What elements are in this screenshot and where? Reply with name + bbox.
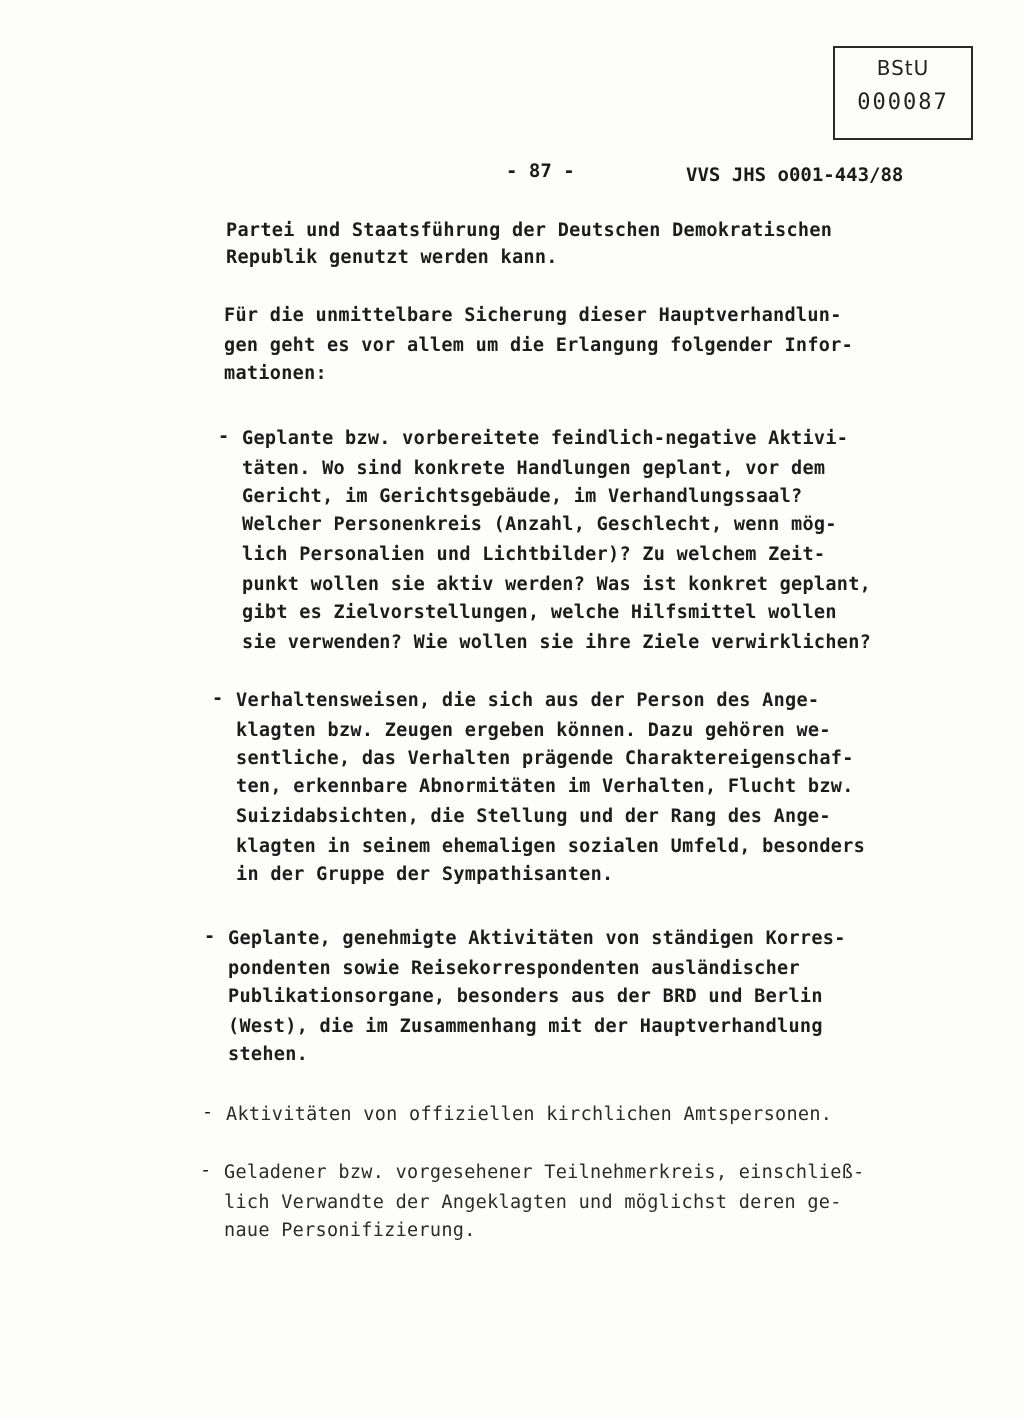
list-item-line: klagten in seinem ehemaligen sozialen Umfeld, besonders bbox=[236, 836, 866, 857]
paragraph-line: Partei und Staatsführung der Deutschen Demokratischen bbox=[226, 220, 833, 241]
list-item-line: punkt wollen sie aktiv werden? Was ist konkret geplant, bbox=[242, 574, 872, 595]
list-item-line: Aktivitäten von offiziellen kirchlichen Amtspersonen. bbox=[226, 1104, 833, 1125]
list-item-dash: - bbox=[218, 426, 230, 447]
list-item-line: Geladener bzw. vorgesehener Teilnehmerkreis, einschließ- bbox=[224, 1162, 865, 1183]
list-item-line: pondenten sowie Reisekorrespondenten ausländischer bbox=[228, 958, 800, 979]
list-item-line: klagten bzw. Zeugen ergeben können. Dazu gehören we- bbox=[236, 720, 831, 741]
paragraph-line: Für die unmittelbare Sicherung dieser Hauptverhandlun- bbox=[224, 305, 842, 326]
list-item-line: lich Personalien und Lichtbilder)? Zu welchem Zeit- bbox=[242, 544, 826, 565]
list-item-line: Publikationsorgane, besonders aus der BRD und Berlin bbox=[228, 986, 823, 1007]
list-item-dash: - bbox=[202, 1102, 214, 1123]
list-item-line: (West), die im Zusammenhang mit der Hauptverhandlung bbox=[228, 1016, 823, 1037]
archive-stamp bbox=[833, 46, 973, 140]
stamp-agency: BStU bbox=[876, 56, 930, 80]
list-item-line: täten. Wo sind konkrete Handlungen geplant, vor dem bbox=[242, 458, 826, 479]
list-item-line: Suizidabsichten, die Stellung und der Rang des Ange- bbox=[236, 806, 831, 827]
list-item-line: stehen. bbox=[228, 1044, 309, 1065]
page-header bbox=[0, 160, 1024, 190]
list-item-line: in der Gruppe der Sympathisanten. bbox=[236, 864, 614, 885]
list-item-line: sentliche, das Verhalten prägende Charaktereigenschaf- bbox=[236, 748, 854, 769]
list-item-line: Geplante, genehmigte Aktivitäten von ständigen Korres- bbox=[228, 928, 846, 949]
list-item-line: Verhaltensweisen, die sich aus der Person des Ange- bbox=[236, 690, 820, 711]
list-item-line: gibt es Zielvorstellungen, welche Hilfsmittel wollen bbox=[242, 602, 837, 623]
list-item-dash: - bbox=[204, 926, 216, 947]
list-item-line: lich Verwandte der Angeklagten und möglichst deren ge- bbox=[224, 1192, 842, 1213]
list-item-line: Welcher Personenkreis (Anzahl, Geschlecht, wenn mög- bbox=[242, 514, 837, 535]
list-item-line: Gericht, im Gerichtsgebäude, im Verhandlungssaal? bbox=[242, 486, 803, 507]
paragraph-line: mationen: bbox=[224, 363, 327, 384]
paragraph-line: gen geht es vor allem um die Erlangung folgender Infor- bbox=[224, 335, 854, 356]
stamp-number: 000087 bbox=[857, 90, 949, 115]
list-item-dash: - bbox=[200, 1160, 212, 1181]
list-item-dash: - bbox=[212, 688, 224, 709]
paragraph-line: Republik genutzt werden kann. bbox=[226, 247, 558, 268]
list-item-line: Geplante bzw. vorbereitete feindlich-negative Aktivi- bbox=[242, 428, 849, 449]
list-item-line: sie verwenden? Wie wollen sie ihre Ziele verwirklichen? bbox=[242, 632, 872, 653]
list-item-line: naue Personifizierung. bbox=[224, 1220, 476, 1241]
document-reference: VVS JHS o001-443/88 bbox=[686, 164, 904, 186]
list-item-line: ten, erkennbare Abnormitäten im Verhalten, Flucht bzw. bbox=[236, 776, 854, 797]
page-number: - 87 - bbox=[506, 160, 575, 182]
